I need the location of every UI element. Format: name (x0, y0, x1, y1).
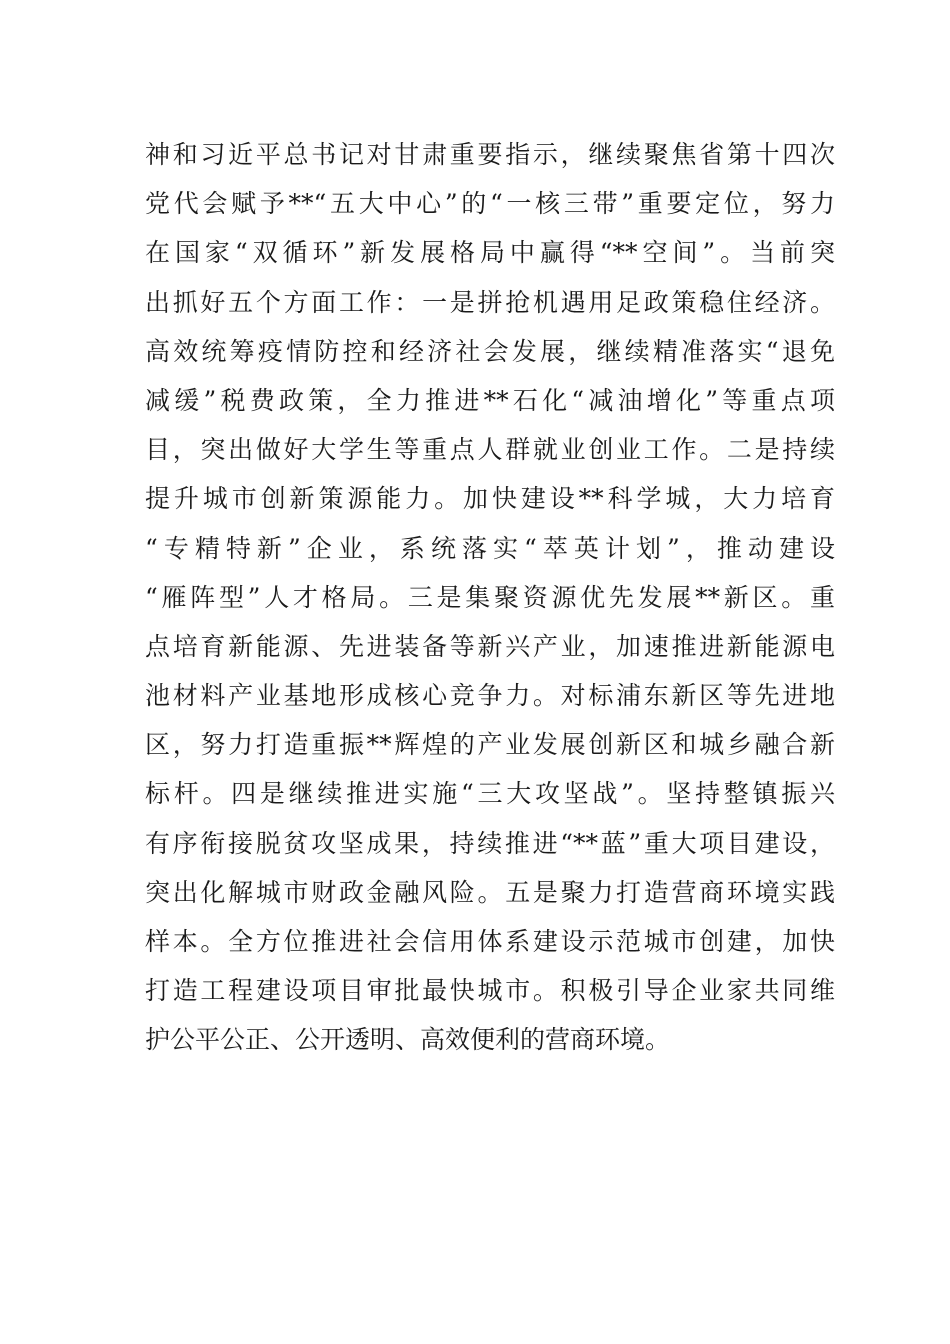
body-paragraph (145, 130, 835, 1065)
text-line: 神和习近平总书记对甘肃重要指示，继续聚焦省第十四次 (145, 140, 835, 169)
text-line: 池材料产业基地形成核心竞争力。对标浦东新区等先进地 (145, 681, 835, 711)
text-line: 目，突出做好大学生等重点人群就业创业工作。二是持续 (145, 435, 835, 465)
text-line: 高效统筹疫情防控和经济社会发展，继续精准落实“退免 (145, 336, 835, 366)
text-line: 打造工程建设项目审批最快城市。积极引导企业家共同维 (145, 976, 835, 1006)
text-line: 护公平公正、公开透明、高效便利的营商环境。 (145, 1025, 671, 1055)
text-line: 有序衔接脱贫攻坚成果，持续推进“**蓝”重大项目建设， (145, 828, 835, 858)
text-line: 点培育新能源、先进装备等新兴产业，加速推进新能源电 (145, 631, 835, 661)
text-line: 突出化解城市财政金融风险。五是聚力打造营商环境实践 (145, 877, 835, 907)
text-line: “专精特新”企业，系统落实“萃英计划”，推动建设 (145, 533, 835, 563)
text-line: 区，努力打造重振**辉煌的产业发展创新区和城乡融合新 (145, 730, 835, 760)
text-line: 样本。全方位推进社会信用体系建设示范城市创建，加快 (145, 927, 835, 956)
text-line: 党代会赋予**“五大中心”的“一核三带”重要定位，努力 (145, 189, 835, 219)
text-line: “雁阵型”人才格局。三是集聚资源优先发展**新区。重 (145, 582, 835, 612)
text-line: 在国家“双循环”新发展格局中赢得“**空间”。当前突 (145, 238, 835, 268)
text-line: 提升城市创新策源能力。加快建设**科学城，大力培育 (145, 484, 835, 514)
text-line: 出抓好五个方面工作：一是拼抢机遇用足政策稳住经济。 (145, 287, 835, 317)
text-line: 标杆。四是继续推进实施“三大攻坚战”。坚持整镇振兴 (145, 779, 835, 809)
text-line: 减缓”税费政策，全力推进**石化“减油增化”等重点项 (145, 385, 835, 415)
